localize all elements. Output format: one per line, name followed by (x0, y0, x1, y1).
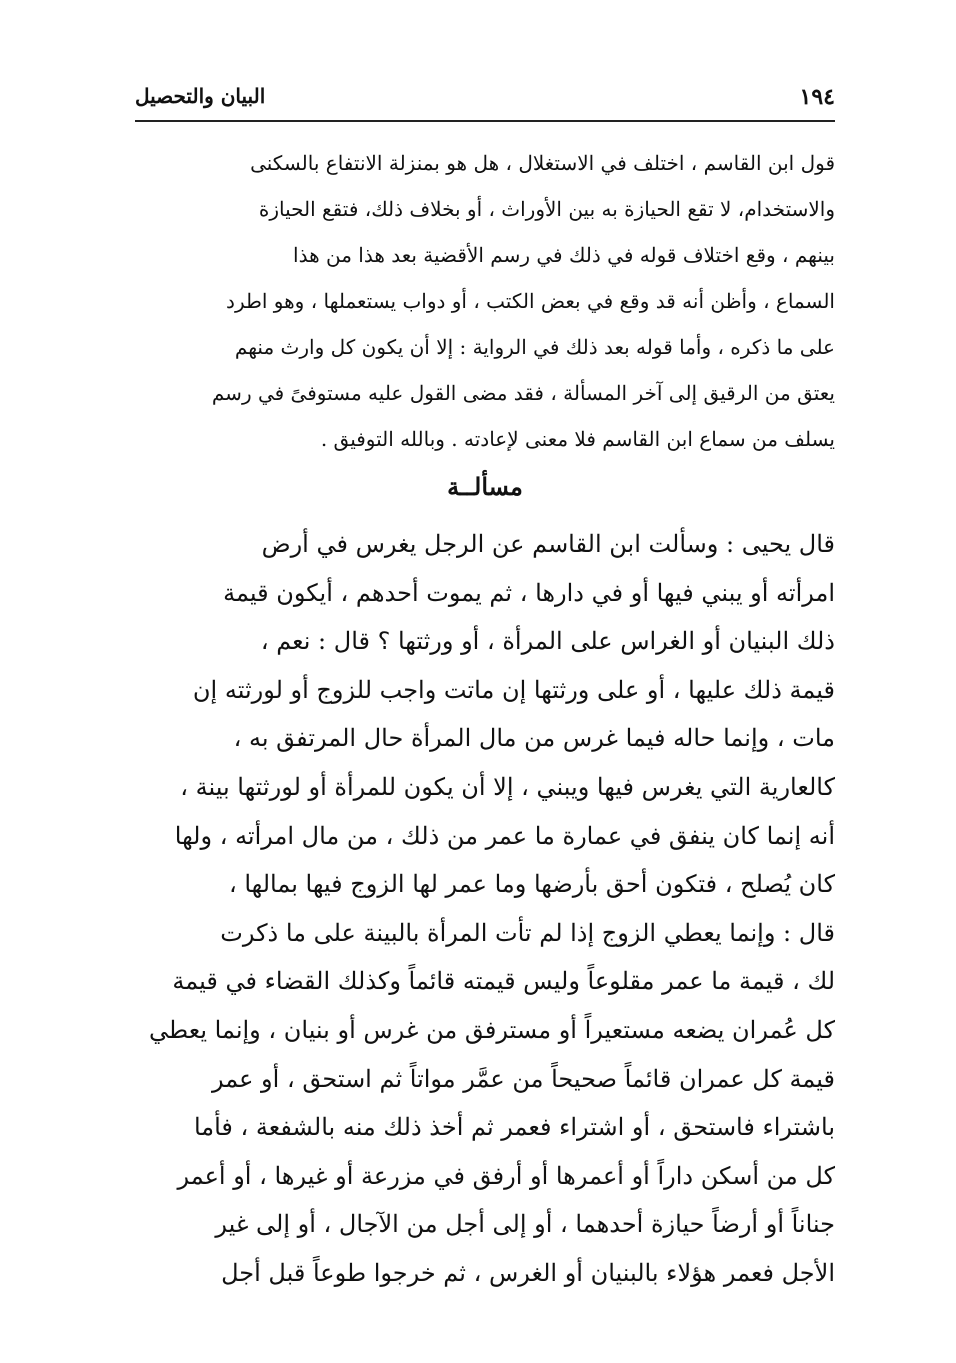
page-number: ١٩٤ (799, 84, 835, 110)
text-line: يعتق من الرقيق إلى آخر المسألة ، فقد مضى القول عليه مستوفىً في رسم (211, 381, 835, 405)
text-line: والاستخدام، لا تقع الحيازة به بين الأوراث ، أو بخلاف ذلك، فتقع الحيازة (258, 197, 835, 221)
text-line: جناناً أو أرضاً حيازة أحدهما ، أو إلى أجل من الآجال ، أو إلى غير (215, 1210, 835, 1239)
text-line: كالعارية التي يغرس فيها ويبني ، إلا أن يكون للمرأة أو لورثتها بينة ، (180, 772, 835, 801)
text-line: قيمة كل عمران قائماً صحيحاً من عمَّر مواتاً ثم استحق ، أو عمر (211, 1064, 835, 1093)
text-line: كل عُمران يضعه مستعيراً أو مسترفق من غرس أو بنيان ، وإنما يعطي (149, 1015, 835, 1044)
text-line: قول ابن القاسم ، اختلف في الاستغلال ، هل هو بمنزلة الانتفاع بالسكنى (250, 151, 835, 175)
text-line: باشتراء فاستحق ، أو اشتراء فعمر ثم أخذ ذلك منه بالشفعة ، فأما (193, 1113, 835, 1142)
text-line: قيمة ذلك عليها ، أو على ورثتها إن ماتت واجب للزوج أو لورثته إن (192, 675, 835, 704)
paragraph-masala (135, 520, 835, 1298)
text-line: قال يحيى : وسألت ابن القاسم عن الرجل يغرس في أرض (261, 530, 835, 558)
text-line: الأجل فعمر هؤلاء بالبنيان أو الغرس ، ثم خرجوا طوعاً قبل أجل (221, 1258, 835, 1287)
section-title: مسألــة (447, 472, 523, 501)
text-line: امرأته أو يبني فيها أو في دارها ، ثم يموت أحدهم ، أيكون قيمة (223, 578, 835, 607)
text-line: بينهم ، وقع اختلاف قوله في ذلك في رسم الأقضية بعد هذا من هذا (293, 243, 835, 267)
header-rule (135, 120, 835, 122)
paragraph-commentary (135, 140, 835, 462)
text-line: على ما ذكره ، وأما قوله بعد ذلك في الرواية : إلا أن يكون كل وارث منهم (234, 335, 835, 359)
text-line: كان يُصلح ، فتكون أحق بأرضها وما عمر لها الزوج فيها بمالها ، (228, 870, 835, 899)
text-line: لك ، قيمة ما عمر مقلوعاً وليس قيمته قائماً وكذلك القضاء في قيمة (172, 967, 835, 996)
text-line: ذلك البنيان أو الغراس على المرأة ، أو ورثتها ؟ قال : نعم ، (260, 627, 835, 656)
running-title: البيان والتحصيل (135, 84, 266, 108)
text-line: يسلف من سماع ابن القاسم فلا معنى لإعادته . وبالله التوفيق . (320, 427, 835, 451)
text-line: كل من أسكن داراً أو أعمرها أو أرفق في مزرعة أو غيرها ، أو أعمر (177, 1161, 835, 1190)
text-line: قال : وإنما يعطي الزوج إذا لم تأت المرأة بالبينة على ما ذكرت (220, 918, 835, 947)
text-line: مات ، وإنما حاله فيما غرس من مال المرأة حال المرتفق به ، (233, 724, 835, 753)
text-line: السماع ، وأظن أنه قد وقع في بعض الكتب ، أو دواب يستعملها ، وهو اطرد (226, 289, 835, 313)
page-header (135, 78, 835, 120)
text-line: أنه إنما كان ينفق في عمارة ما عمر من ذلك ، من مال امرأته ، ولها (174, 821, 835, 850)
